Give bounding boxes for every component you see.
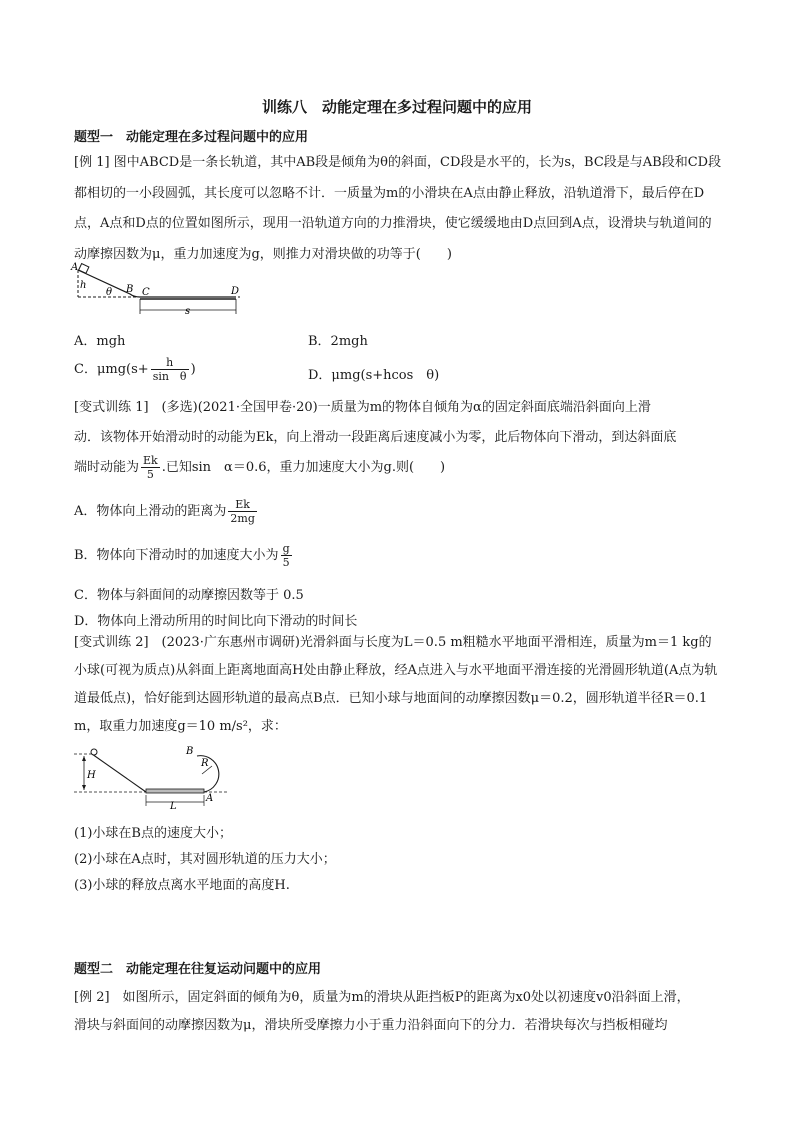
figure-label-R: R: [201, 758, 209, 769]
variant-1-line-3: 端时动能为 $\frac{Ek}{5}$ .已知sin α＝0.6，重力加速度大小为g.则( ): [74, 454, 446, 481]
variant-2-question-1: (1)小球在B点的速度大小；: [74, 826, 232, 841]
variant-2-question-3: (3)小球的释放点离水平地面的高度H.: [74, 878, 290, 893]
example-2-line-2: 滑块与斜面间的动摩擦因数为μ，滑块所受摩擦力小于重力沿斜面向下的分力．若滑块每次与挡板相碰均: [74, 1018, 668, 1033]
fraction: $\frac{Ek}{5}$: [143, 454, 158, 481]
figure-label-C: C: [142, 287, 150, 298]
figure-label-A: A: [71, 262, 79, 273]
variant-2-figure: [72, 742, 232, 810]
variant-1-option-a: A．物体向上滑动的距离为 $\frac{Ek}{2mg}$: [74, 498, 255, 525]
example-2-line-1: [例 2] 如图所示，固定斜面的倾角为θ，质量为m的滑块从距挡板P的距离为x0处以初速度v0沿斜面上滑，: [74, 990, 690, 1005]
figure-label-L: L: [170, 801, 177, 810]
fraction: $\frac{g}{5}$: [282, 542, 290, 569]
variant-1-option-c: C．物体与斜面间的动摩擦因数等于 0.5: [74, 588, 304, 603]
variant-1-line-2: 动．该物体开始滑动时的动能为Ek，向上滑动一段距离后速度减小为零，此后物体向下滑动，到达斜面底: [74, 430, 677, 445]
example-1-option-a: A．mgh: [74, 334, 126, 349]
figure-label-h: h: [80, 280, 87, 291]
figure-label-theta: θ: [106, 287, 113, 298]
page-title: 训练八 动能定理在多过程问题中的应用: [261, 98, 532, 116]
fraction: $\frac{h}{\text{sin θ}}$: [152, 356, 187, 383]
example-1-option-b: B．2mgh: [308, 334, 368, 349]
example-1-option-d: D．μmg(s+hcos θ): [308, 368, 440, 383]
variant-2-text: [变式训练 2] (2023·广东惠州市调研)光滑斜面与长度为L＝0.5 m粗糙水平地面平滑相连，质量为m＝1 kg的小球(可视为质点)从斜面上距离地面高H处由静止释放，经A点进入与水平地面平滑连接的光滑圆形轨道(A点为轨道最低点)，恰好能到达圆形轨道的最高点B点．已知小球与地面间的动摩擦因数μ＝0.2，圆形轨道半径R＝0.1 m，取重力加速度g＝10 m/s²，求：: [74, 635, 718, 734]
example-1-text: [例 1] 图中ABCD是一条长轨道，其中AB段是倾角为θ的斜面，CD段是水平的，长为s，BC段是与AB段和CD段都相切的一小段圆弧，其长度可以忽略不计．一质量为m的小滑块在A点由静止释放，沿轨道滑下，最后停在D点，A点和D点的位置如图所示，现用一沿轨道方向的力推滑块，使它缓缓地由D点回到A点，设滑块与轨道间的动摩擦因数为μ，重力加速度为g，则推力对滑块做的功等于( ): [74, 155, 722, 262]
variant-1-option-d: D．物体向上滑动所用的时间比向下滑动的时间长: [74, 614, 358, 629]
figure-label-B: B: [126, 284, 134, 295]
section-heading-2: 题型二 动能定理在往复运动问题中的应用: [74, 962, 322, 977]
example-1-option-c: C．μmg(s+ $\frac{h}{\text{sin θ}}$ ): [74, 356, 196, 383]
variant-1-option-b: B．物体向下滑动时的加速度大小为 $\frac{g}{5}$: [74, 542, 290, 569]
figure-label-s: s: [185, 306, 191, 317]
fraction: $\frac{Ek}{2mg}$: [230, 498, 255, 525]
figure-label-B: B: [186, 746, 194, 757]
example-1-figure: [70, 262, 250, 322]
variant-2-question-2: (2)小球在A点时，其对圆形轨道的压力大小；: [74, 852, 336, 867]
variant-1-line-1: [变式训练 1] (多选)(2021·全国甲卷·20)一质量为m的物体自倾角为α的固定斜面底端沿斜面向上滑: [74, 400, 651, 415]
figure-label-D: D: [231, 286, 240, 297]
figure-label-A: A: [206, 793, 214, 804]
section-heading-1: 题型一 动能定理在多过程问题中的应用: [74, 130, 309, 145]
figure-label-H: H: [87, 770, 96, 781]
